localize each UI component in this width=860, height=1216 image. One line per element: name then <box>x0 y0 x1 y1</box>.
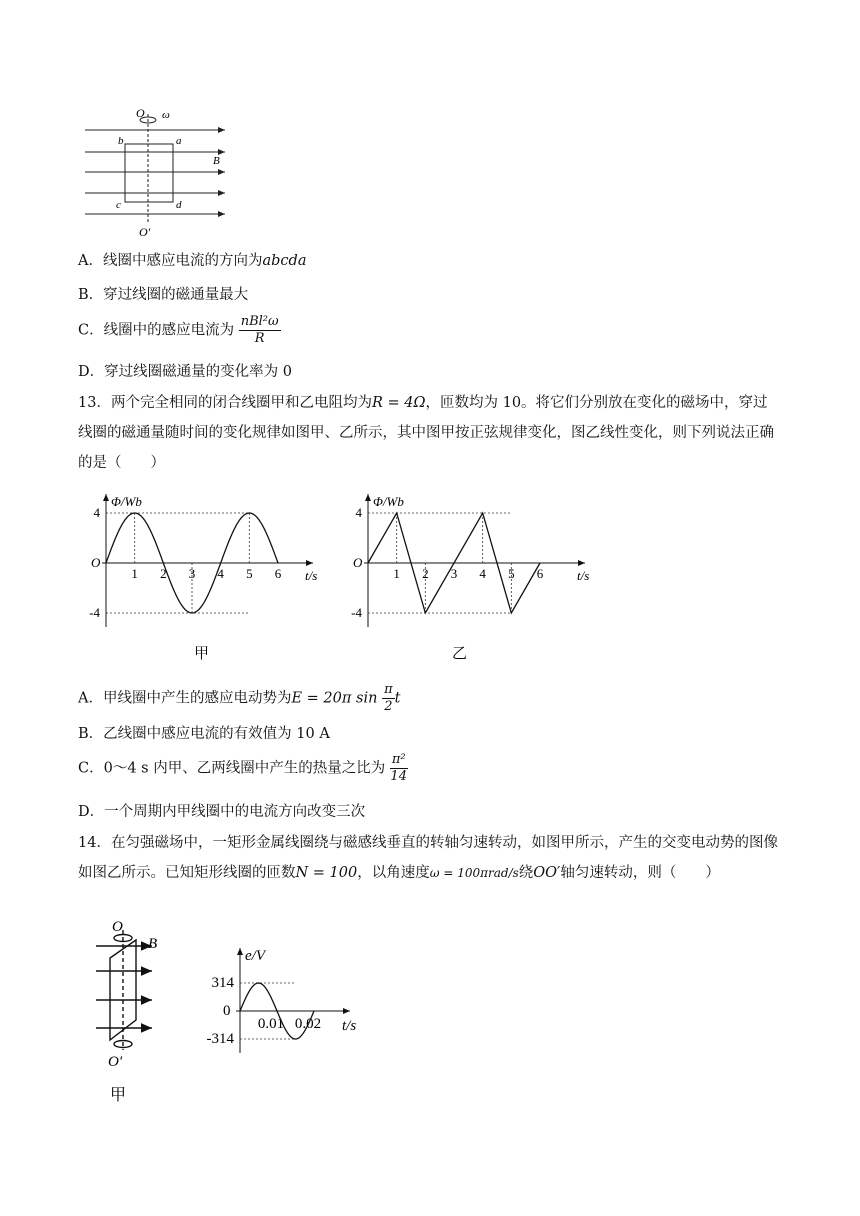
y-axis-label: Φ/Wb <box>373 494 404 509</box>
origin-label: O <box>91 555 101 570</box>
y-tick-label: -4 <box>351 605 362 620</box>
y-tick-label: 4 <box>355 505 362 520</box>
y-axis-label: Φ/Wb <box>111 494 142 509</box>
q14-chart-yi <box>190 938 360 1108</box>
corner-d-label: d <box>176 199 182 211</box>
axis-O-label: O <box>112 919 123 935</box>
q14-stem: 14．在匀强磁场中，一矩形金属线圈绕与磁感线垂直的转轴匀速转动，如图甲所示，产生的交变电动势的图像如图乙所示。已知矩形线圈的匝数N = 100，以角速度ω = 100πrad/s绕OO′轴匀速转动，则（ ） <box>78 835 778 881</box>
x-tick-label: 0.02 <box>294 1016 322 1032</box>
corner-b-label: b <box>118 135 124 147</box>
x-tick-label: 6 <box>274 566 282 581</box>
axis-O-label: O <box>136 106 145 120</box>
q13-option-c: C．0～4 s 内甲、乙两线圈中产生的热量之比为 $\frac{\text{π²}}{14}$ <box>78 752 407 784</box>
q13-option-d: D．一个周期内甲线圈中的电流方向改变三次 <box>78 804 366 820</box>
q14-coil-figure <box>88 918 178 1108</box>
x-tick-label: 2 <box>422 566 429 581</box>
y-axis-label: e/V <box>245 948 265 964</box>
origin-label: O <box>353 555 363 570</box>
omega-label: ω <box>162 109 170 121</box>
x-axis-label: t/s <box>342 1018 357 1034</box>
q13-chart-yi <box>340 488 590 668</box>
y-tick-label: -4 <box>89 605 100 620</box>
q12-option-b: B．穿过线圈的磁通量最大 <box>78 287 249 303</box>
axis-O-prime-label: O′ <box>139 225 151 239</box>
q13-chart-jia <box>78 488 318 668</box>
corner-a-label: a <box>176 135 182 147</box>
q13-option-b: B．乙线圈中感应电流的有效值为 10 A <box>78 726 330 742</box>
x-tick-label: 1 <box>131 566 138 581</box>
field-B-label: B <box>148 936 158 952</box>
y-tick-label: 314 <box>211 975 234 991</box>
origin-label: 0 <box>223 1003 231 1019</box>
x-tick-label: 3 <box>188 566 196 581</box>
x-tick-label: 3 <box>450 566 458 581</box>
figure-caption: 甲 <box>194 646 210 662</box>
q12-option-d: D．穿过线圈磁通量的变化率为 0 <box>78 364 292 380</box>
axis-O-prime-label: O′ <box>108 1054 123 1070</box>
q12-option-a: A．线圈中感应电流的方向为abcda <box>78 253 307 269</box>
corner-c-label: c <box>116 199 121 211</box>
y-tick-label: 4 <box>93 505 100 520</box>
x-tick-label: 4 <box>479 566 486 581</box>
q13-stem: 13．两个完全相同的闭合线圈甲和乙电阻均为R = 4Ω，匝数均为 10。将它们分别放在变化的磁场中，穿过线圈的磁通量随时间的变化规律如图甲、乙所示，其中图甲按正弦规律变化，图乙线性变化，则下列说法正确的是（ ） <box>78 395 774 471</box>
q12-option-c: C．线圈中的感应电流为 $\frac{\text{nBl²ω}}{R}$ <box>78 314 279 346</box>
figure-caption-jia: 甲 <box>110 1087 127 1104</box>
y-tick-label: -314 <box>206 1031 234 1047</box>
x-tick-label: 5 <box>508 566 515 581</box>
x-tick-label: 0.01 <box>257 1016 285 1032</box>
x-tick-label: 1 <box>393 566 400 581</box>
x-tick-label: 6 <box>536 566 544 581</box>
x-axis-label: t/s <box>577 568 590 583</box>
field-B-label: B <box>213 155 220 167</box>
x-tick-label: 2 <box>160 566 167 581</box>
x-axis-label: t/s <box>305 568 318 583</box>
q13-option-a: A．甲线圈中产生的感应电动势为E = 20π sin $\frac{\pi}{2}$ t <box>78 682 401 714</box>
x-tick-label: 5 <box>246 566 253 581</box>
x-tick-label: 4 <box>217 566 224 581</box>
q12-coil-figure <box>80 100 240 240</box>
figure-caption: 乙 <box>452 646 468 662</box>
